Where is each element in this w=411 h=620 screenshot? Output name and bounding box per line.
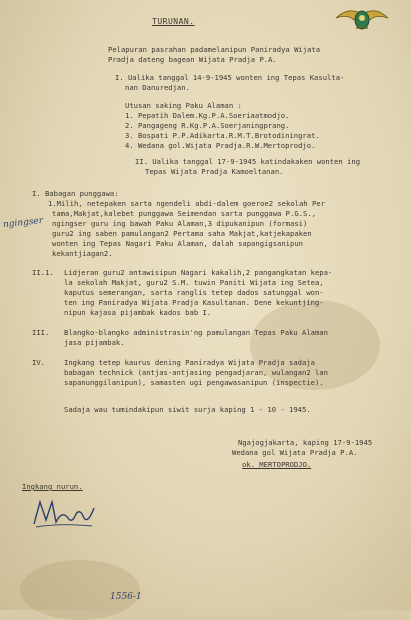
section-II-line: la sekolah Makjat, guru2 S.M. tuwin Paniti Wijata ing Setea,	[64, 278, 324, 287]
section-I-line: tama,Makjat,kalebet punggawa Seimendan sarta punggawa P.G.S.,	[52, 209, 316, 218]
copy-note: Ingkang nurun.	[22, 482, 83, 491]
section-IV-label: IV.	[32, 358, 45, 367]
section-I-heading: I. Babagan punggawa:	[32, 189, 119, 198]
document-title: TURUNAN.	[152, 17, 195, 26]
section-III-label: III.	[32, 328, 50, 337]
closing-line: Sadaja wau tumindakipun siwit surja kaping 1 - 10 - 1945.	[64, 405, 311, 414]
paper-stain	[20, 560, 140, 620]
utusan-item: 1. Pepatih Dalem.Kg.P.A.Soeriaatmodjo.	[125, 111, 290, 120]
handwritten-margin-note: ngingser	[2, 215, 44, 231]
signoff-place-date: Ngajogjakarta, kaping 17-9-1945	[238, 438, 373, 447]
section-IV-line: babagan technick (antjas-antjasing pengadjaran, wulangan2 lan	[64, 368, 328, 377]
section-II-line: Lidjeran guru2 antawisipun Nagari kakalih,2 pangangkatan kepa-	[64, 268, 333, 277]
utusan-item: 3. Bospati P.P.Adikarta.R.M.T.Brotodiningrat.	[125, 131, 320, 140]
signoff-name: ok. MERTOPRODJO.	[242, 460, 312, 469]
section-IV-line: sapanunggilanipun), samasten ugi pengawasanipun (inspectie).	[64, 378, 324, 387]
utusan-item: 2. Pangageng R.Kg.P.A.Soerjaningprang.	[125, 121, 290, 130]
section-II-line: nipun kajasa pijambak kados bab I.	[64, 308, 212, 317]
intro-line-1: Pelapuran pasrahan padamelanipun Paniradya Wijata	[108, 45, 321, 54]
crest-emblem-icon	[334, 4, 390, 32]
section-II-line: ten ing Paniradya Wijata Pradja Kasultanan. Dene kekuntjing-	[64, 298, 324, 307]
item-I-line-1: I. Ualika tanggal 14-9-1945 wonten ing Tepas Kasulta-	[115, 73, 345, 82]
signoff-position: Wedana gol Wijata Pradja P.A.	[232, 448, 358, 457]
archive-number: 1556-1	[110, 592, 142, 602]
section-I-line: wonten ing Tepas Nagari Paku Alaman, dalah sapangigsanipun	[52, 239, 303, 248]
section-IV-line: Ingkang tetep kaurus dening Paniradya Wijata Pradja sadaja	[64, 358, 315, 367]
intro-line-2: Pradja dateng bagean Wijata Pradja P.A.	[108, 55, 277, 64]
section-I-line: 1.Milih, netepaken sarta ngendeli abdi-dalem goeroe2 sekolah Per	[48, 199, 325, 208]
item-I-line-2: nan Danuredjan.	[125, 83, 190, 92]
item-II-line-2: Tepas Wijata Pradja Kamoeltanan.	[145, 167, 284, 176]
section-I-line: ngingser guru ing bawah Paku Alaman,3 dipukanipun (formasi)	[52, 219, 308, 228]
section-II-label: II.1.	[32, 268, 54, 277]
utusan-item: 4. Wedana gol.Wijata Pradja.R.W.Mertoprodjo.	[125, 141, 316, 150]
utusan-heading: Utusan saking Paku Alaman :	[125, 101, 242, 110]
handwritten-signature	[30, 496, 98, 530]
section-III-line: jasa pijambak.	[64, 338, 125, 347]
section-II-line: kaputus semerangan, sarta ranglis tetep dados satunggal won-	[64, 288, 324, 297]
section-I-line: guru2 ing saben pamulangan2 Pertama saha Makjat,katjekapaken	[52, 229, 312, 238]
section-I-line: kekantjiagan2.	[52, 249, 113, 258]
item-II-line-1: II. Ualika tanggal 17-9-1945 katindakaken wonten ing	[135, 157, 361, 166]
section-III-line: Blangko-blangko administrasin'ng pamulangan Tepas Paku Alaman	[64, 328, 328, 337]
